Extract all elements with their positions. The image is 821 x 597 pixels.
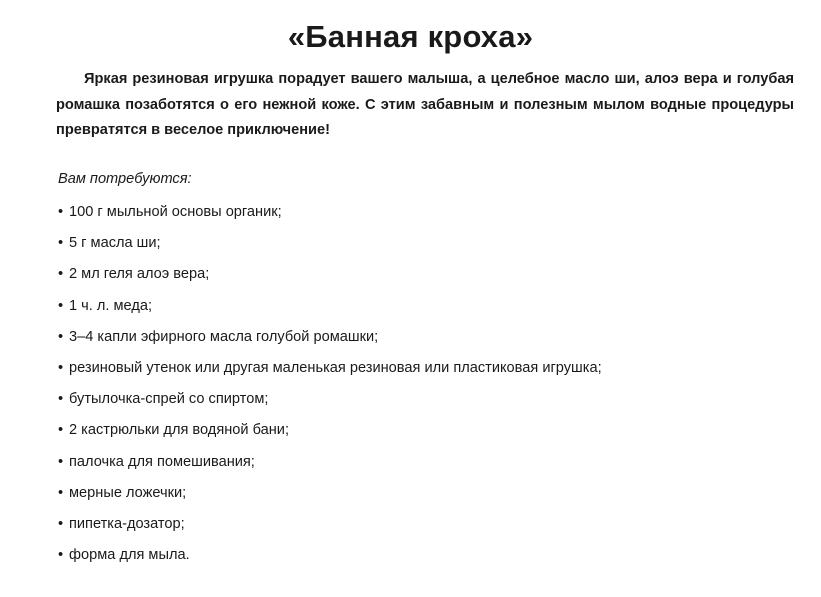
list-item-text: резиновый утенок или другая маленькая резиновая или пластиковая игрушка; <box>69 359 602 376</box>
bullet: • <box>58 328 64 345</box>
needs-heading: Вам потребуются: <box>58 171 192 187</box>
list-item <box>58 263 798 294</box>
bullet: • <box>58 204 64 220</box>
list-item-text: 2 кастрюльки для водяной бани; <box>69 422 290 439</box>
list-item-text: 3–4 капли эфирного масла голубой ромашки; <box>69 328 379 345</box>
list-item-text: 1 ч. л. меда; <box>69 297 153 314</box>
list-item <box>58 388 798 419</box>
bullet: • <box>58 297 64 314</box>
bullet: • <box>58 359 64 376</box>
intro-paragraph: Яркая резиновая игрушка порадует вашего малыша, а целебное масло ши, алоэ вера и голубая ромашка позаботятся о его нежной коже. С этим забавным и полезным мылом водные процедуры превратятся в веселое приключение! <box>56 71 794 138</box>
list-item-text: 100 г мыльной основы органик; <box>69 204 282 220</box>
list-item-text: форма для мыла. <box>69 547 190 564</box>
list-item <box>58 295 798 326</box>
bullet: • <box>58 391 64 408</box>
list-item <box>58 419 798 450</box>
list-item <box>58 451 798 482</box>
list-item <box>58 232 798 263</box>
bullet: • <box>58 235 64 252</box>
list-item <box>58 513 798 544</box>
bullet: • <box>58 515 64 532</box>
list-item-text: палочка для помешивания; <box>69 453 255 470</box>
list-item <box>58 544 798 575</box>
bullet: • <box>58 266 64 283</box>
list-item <box>58 482 798 513</box>
page-title: «Банная кроха» <box>287 19 534 54</box>
bullet: • <box>58 453 64 470</box>
materials-list <box>58 201 798 575</box>
bullet: • <box>58 422 64 439</box>
list-item-text: 2 мл геля алоэ вера; <box>69 266 210 283</box>
list-item-text: пипетка-дозатор; <box>69 515 185 532</box>
list-item <box>58 201 798 232</box>
list-item-text: бутылочка-спрей со спиртом; <box>69 391 269 408</box>
list-item-text: 5 г масла ши; <box>69 235 161 252</box>
list-item <box>58 326 798 357</box>
list-item-text: мерные ложечки; <box>69 484 187 501</box>
bullet: • <box>58 484 64 501</box>
list-item <box>58 357 798 388</box>
bullet: • <box>58 547 64 564</box>
